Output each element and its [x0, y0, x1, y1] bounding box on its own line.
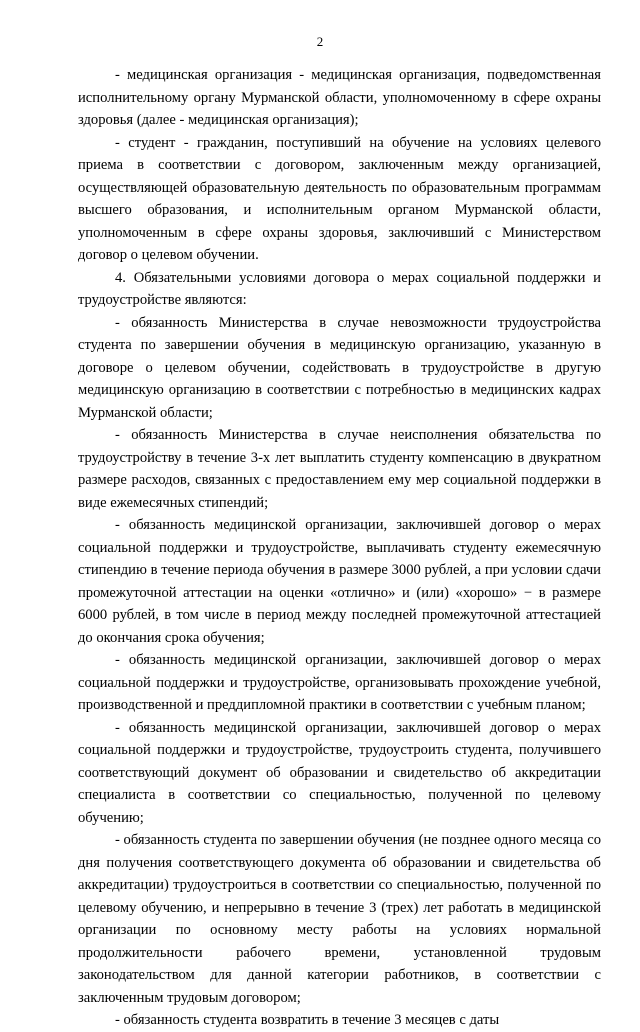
condition-ministry-compensation: - обязанность Министерства в случае неисполнения обязательства по трудоустройству в течение 3-х лет выплатить студенту компенсацию в двукратном размере расходов, связанных с предоставлением ему мер социальной поддержки в виде ежемесячных стипендий; [78, 427, 601, 511]
condition-student-return-obligation: - обязанность студента возвратить в течение 3 месяцев с даты [115, 1012, 500, 1028]
page-number: 2 [316, 34, 324, 49]
condition-student-work-obligation: - обязанность студента по завершении обучения (не позднее одного месяца со дня получения соответствующего документа об образовании и свидетельства об аккредитации) трудоустроиться в соответствии со специальностью, полученной по целевому обучению, и непрерывно в течение 3 (трех) лет работать в медицинской организации по основному месту работы на условиях нормальной продолжительности рабочего времени, установленной трудовым законодательством для данной категории работников, в соответствии с заключенным трудовым договором; [78, 832, 601, 1006]
condition-employ-student: - обязанность медицинской организации, заключившей договор о мерах социальной поддержки и трудоустройстве, трудоустроить студента, получившего соответствующий документ об образовании и свидетельство об аккредитации специалиста в соответствии со специальностью, полученной по целевому обучению; [78, 719, 601, 826]
condition-practice-organization: - обязанность медицинской организации, заключившей договор о мерах социальной поддержки и трудоустройстве, организовывать прохождение учебной, производственной и преддипломной практики в соответствии с учебным планом; [78, 652, 601, 713]
document-body [78, 64, 601, 1032]
condition-ministry-employment-assistance: - обязанность Министерства в случае невозможности трудоустройства студента по завершении обучения в медицинскую организацию, указанную в договоре о целевом обучении, содействовать в трудоустройстве в другую медицинскую организацию в соответствии с потребностью в медицинских кадрах Мурманской области; [78, 314, 601, 421]
section-4-heading: 4. Обязательными условиями договора о мерах социальной поддержки и трудоустройстве являются: [78, 269, 601, 308]
definition-medical-organization: - медицинская организация - медицинская организация, подведомственная исполнительному органу Мурманской области, уполномоченному в сфере охраны здоровья (далее - медицинская организация); [78, 67, 601, 128]
definition-student: - студент - гражданин, поступивший на обучение на условиях целевого приема в соответствии с договором, заключенным между организацией, осуществляющей образовательную деятельность по образовательным программам высшего образования, и исполнительным органом Мурманской области, уполномоченным в сфере охраны здоровья, заключивший с Министерством договор о целевом обучении. [78, 134, 601, 263]
condition-monthly-stipend: - обязанность медицинской организации, заключившей договор о мерах социальной поддержки и трудоустройстве, выплачивать студенту ежемесячную стипендию в течение периода обучения в размере 3000 рублей, а при условии сдачи промежуточной аттестации на оценки «отлично» и (или) «хорошо» − в размере 6000 рублей, в том числе в период между последней промежуточной аттестацией до окончания срока обучения; [78, 517, 601, 646]
